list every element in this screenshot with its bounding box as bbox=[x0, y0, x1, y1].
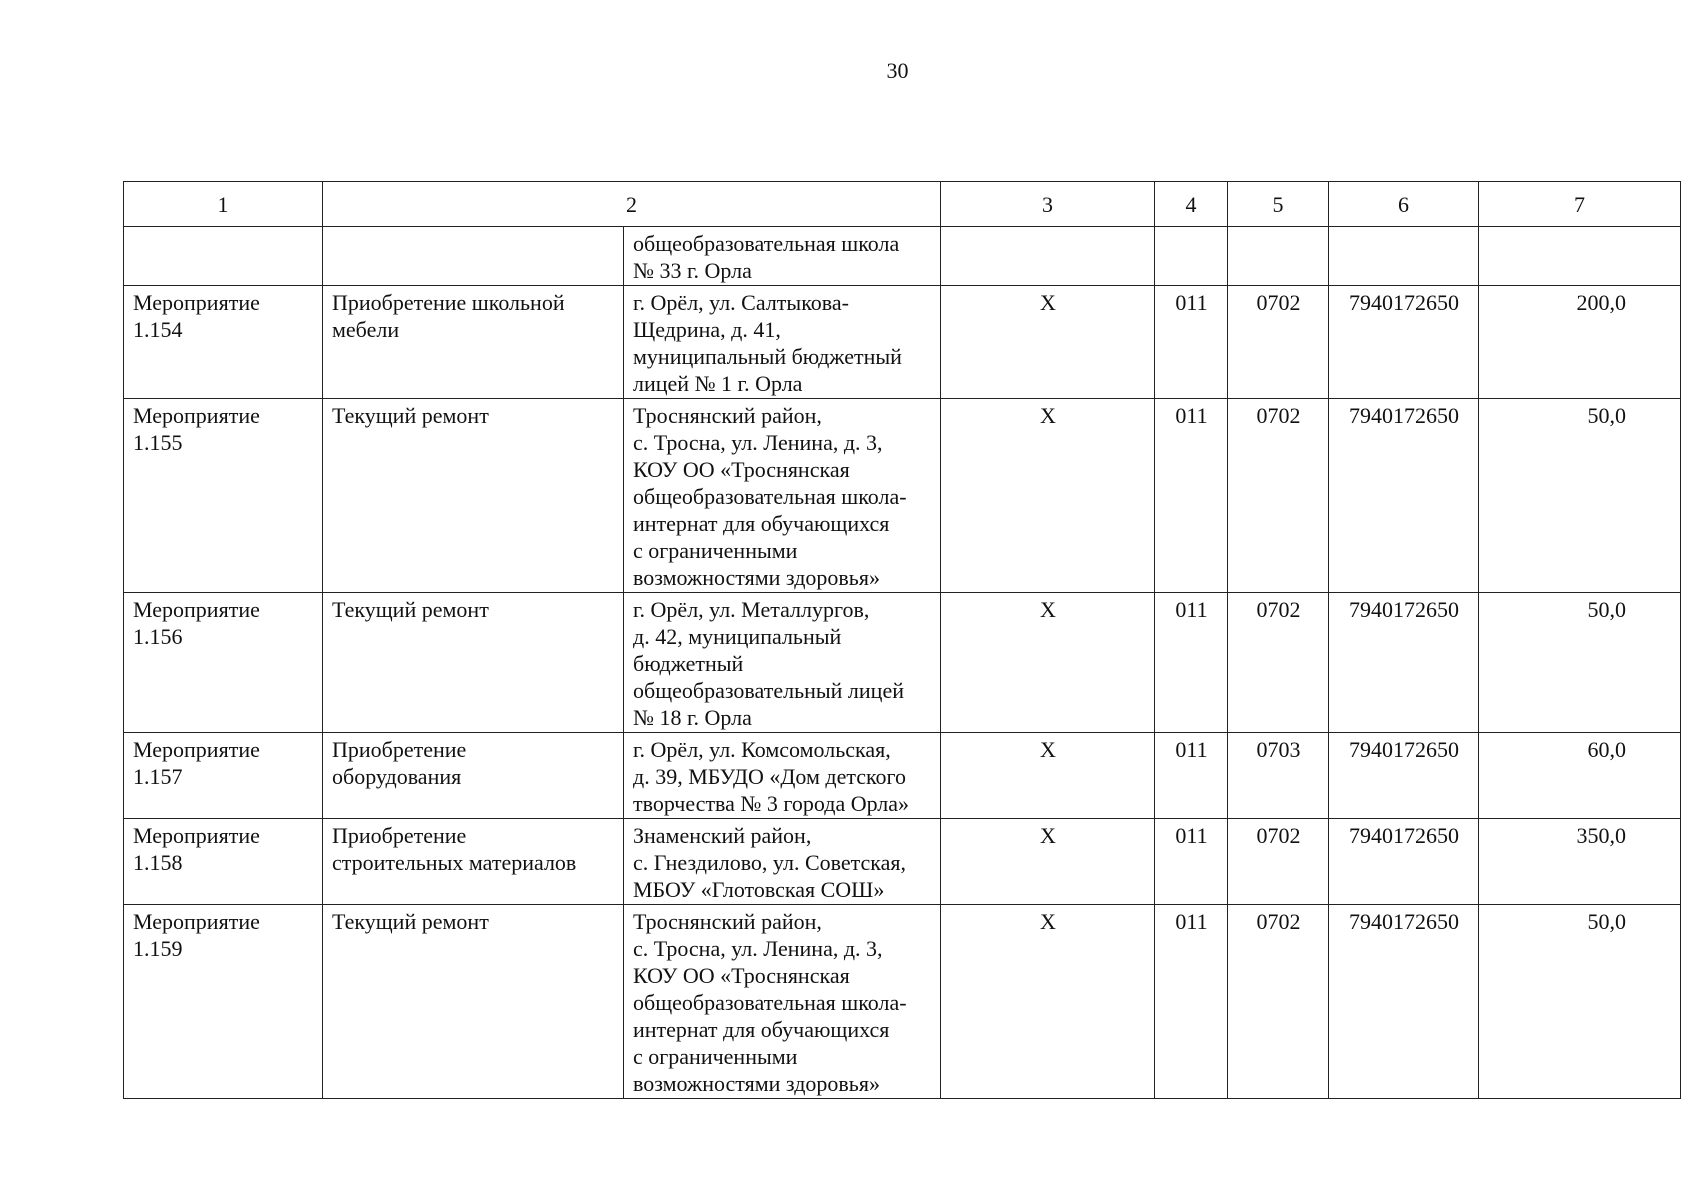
table-row bbox=[124, 593, 1681, 733]
col7-cell: 50,0 bbox=[1479, 593, 1681, 733]
col4-cell: 011 bbox=[1155, 399, 1228, 593]
description-cell: Текущий ремонт bbox=[323, 399, 624, 593]
event-cell: Мероприятие 1.156 bbox=[124, 593, 323, 733]
table-row bbox=[124, 905, 1681, 1099]
col6-cell: 7940172650 bbox=[1329, 733, 1479, 819]
address-cell: Знаменский район, с. Гнездилово, ул. Советская, МБОУ «Глотовская СОШ» bbox=[624, 819, 941, 905]
budget-table bbox=[123, 181, 1681, 1099]
col6-cell: 7940172650 bbox=[1329, 399, 1479, 593]
event-cell: Мероприятие 1.158 bbox=[124, 819, 323, 905]
col5-cell: 0702 bbox=[1228, 819, 1329, 905]
col3-cell bbox=[941, 227, 1155, 286]
header-cell-2: 2 bbox=[323, 182, 941, 227]
event-cell bbox=[124, 227, 323, 286]
header-cell-3: 3 bbox=[941, 182, 1155, 227]
address-cell: г. Орёл, ул. Комсомольская, д. 39, МБУДО «Дом детского творчества № 3 города Орла» bbox=[624, 733, 941, 819]
description-cell: Приобретение оборудования bbox=[323, 733, 624, 819]
col6-cell: 7940172650 bbox=[1329, 286, 1479, 399]
col3-cell: Х bbox=[941, 905, 1155, 1099]
col7-cell: 200,0 bbox=[1479, 286, 1681, 399]
description-cell: Приобретение строительных материалов bbox=[323, 819, 624, 905]
address-cell: г. Орёл, ул. Салтыкова- Щедрина, д. 41, муниципальный бюджетный лицей № 1 г. Орла bbox=[624, 286, 941, 399]
col4-cell bbox=[1155, 227, 1228, 286]
table-row bbox=[124, 819, 1681, 905]
col7-cell: 50,0 bbox=[1479, 905, 1681, 1099]
header-cell-7: 7 bbox=[1479, 182, 1681, 227]
description-cell bbox=[323, 227, 624, 286]
table-row bbox=[124, 399, 1681, 593]
col7-cell: 60,0 bbox=[1479, 733, 1681, 819]
col7-cell: 50,0 bbox=[1479, 399, 1681, 593]
col4-cell: 011 bbox=[1155, 286, 1228, 399]
event-cell: Мероприятие 1.154 bbox=[124, 286, 323, 399]
table-row bbox=[124, 286, 1681, 399]
col5-cell: 0702 bbox=[1228, 593, 1329, 733]
header-cell-6: 6 bbox=[1329, 182, 1479, 227]
col5-cell: 0703 bbox=[1228, 733, 1329, 819]
col6-cell: 7940172650 bbox=[1329, 905, 1479, 1099]
event-cell: Мероприятие 1.155 bbox=[124, 399, 323, 593]
table-row-continuation bbox=[124, 227, 1681, 286]
col3-cell: Х bbox=[941, 399, 1155, 593]
address-cell: г. Орёл, ул. Металлургов, д. 42, муниципальный бюджетный общеобразовательный лицей № 18 г. Орла bbox=[624, 593, 941, 733]
header-cell-5: 5 bbox=[1228, 182, 1329, 227]
description-cell: Текущий ремонт bbox=[323, 593, 624, 733]
event-cell: Мероприятие 1.157 bbox=[124, 733, 323, 819]
col3-cell: Х bbox=[941, 593, 1155, 733]
col5-cell bbox=[1228, 227, 1329, 286]
col5-cell: 0702 bbox=[1228, 286, 1329, 399]
table-header-row bbox=[124, 182, 1681, 227]
col7-cell bbox=[1479, 227, 1681, 286]
address-cell: общеобразовательная школа № 33 г. Орла bbox=[624, 227, 941, 286]
address-cell: Троснянский район, с. Тросна, ул. Ленина, д. 3, КОУ ОО «Троснянская общеобразовательная школа- интернат для обучающихся с ограниченными возможностями здоровья» bbox=[624, 905, 941, 1099]
col4-cell: 011 bbox=[1155, 819, 1228, 905]
col6-cell: 7940172650 bbox=[1329, 593, 1479, 733]
col3-cell: Х bbox=[941, 819, 1155, 905]
col5-cell: 0702 bbox=[1228, 905, 1329, 1099]
page-number: 30 bbox=[886, 58, 909, 83]
col3-cell: Х bbox=[941, 733, 1155, 819]
header-cell-4: 4 bbox=[1155, 182, 1228, 227]
col4-cell: 011 bbox=[1155, 905, 1228, 1099]
header-cell-1: 1 bbox=[124, 182, 323, 227]
table-row bbox=[124, 733, 1681, 819]
col3-cell: Х bbox=[941, 286, 1155, 399]
event-cell: Мероприятие 1.159 bbox=[124, 905, 323, 1099]
col7-cell: 350,0 bbox=[1479, 819, 1681, 905]
address-cell: Троснянский район, с. Тросна, ул. Ленина, д. 3, КОУ ОО «Троснянская общеобразовательная школа- интернат для обучающихся с ограниченными возможностями здоровья» bbox=[624, 399, 941, 593]
col6-cell bbox=[1329, 227, 1479, 286]
description-cell: Приобретение школьной мебели bbox=[323, 286, 624, 399]
col4-cell: 011 bbox=[1155, 733, 1228, 819]
col6-cell: 7940172650 bbox=[1329, 819, 1479, 905]
description-cell: Текущий ремонт bbox=[323, 905, 624, 1099]
col5-cell: 0702 bbox=[1228, 399, 1329, 593]
col4-cell: 011 bbox=[1155, 593, 1228, 733]
